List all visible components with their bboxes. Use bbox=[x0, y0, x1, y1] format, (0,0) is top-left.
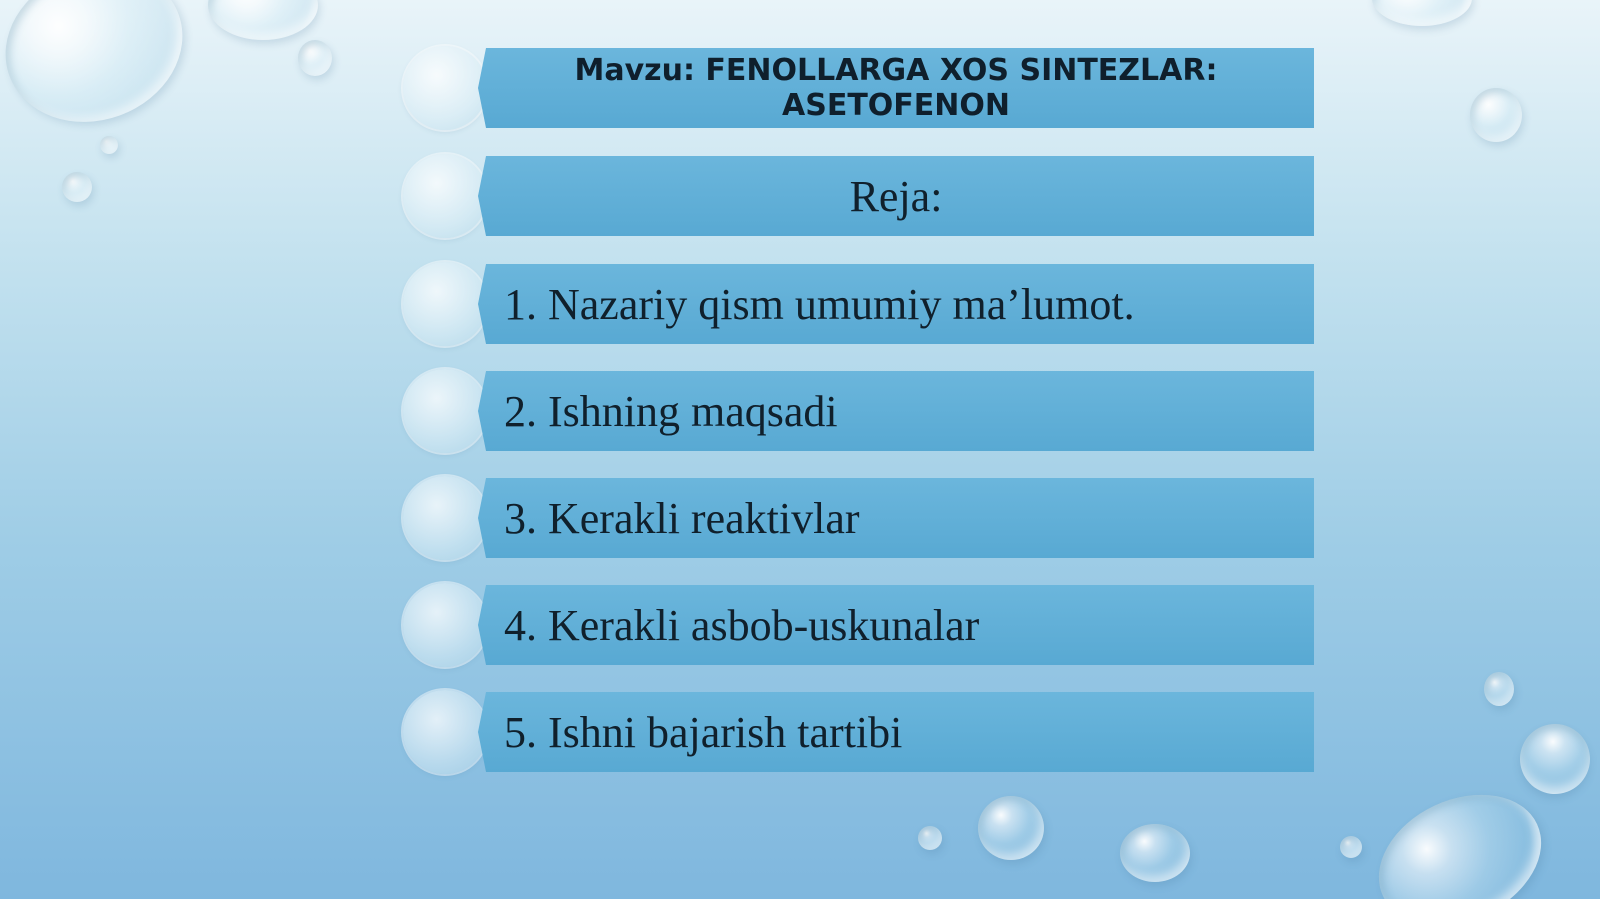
water-droplet-icon bbox=[100, 136, 118, 154]
water-droplet-icon bbox=[978, 796, 1044, 860]
bullet-circle-icon bbox=[403, 476, 487, 560]
bullet-circle-icon bbox=[403, 46, 487, 130]
plan-item-row bbox=[403, 262, 1313, 346]
slide-title: Mavzu: FENOLLARGA XOS SINTEZLAR: ASETOFENON bbox=[574, 53, 1218, 123]
heading-row bbox=[403, 154, 1313, 238]
plan-heading: Reja: bbox=[849, 171, 943, 221]
water-droplet-icon bbox=[1120, 824, 1190, 882]
plan-item-text: 4. Kerakli asbob-uskunalar bbox=[504, 600, 980, 650]
water-droplet-icon bbox=[1340, 836, 1362, 858]
water-droplet-icon bbox=[1484, 672, 1514, 706]
bullet-circle-icon bbox=[403, 690, 487, 774]
bullet-circle-icon bbox=[403, 262, 487, 346]
bullet-circle-icon bbox=[403, 369, 487, 453]
plan-item-text: 1. Nazariy qism umumiy ma’lumot. bbox=[504, 279, 1135, 329]
title-row bbox=[403, 46, 1313, 130]
bullet-circle-icon bbox=[403, 154, 487, 238]
water-droplet-icon bbox=[1372, 0, 1472, 26]
water-droplet-icon bbox=[0, 0, 204, 146]
water-droplet-icon bbox=[208, 0, 318, 40]
plan-item-row bbox=[403, 476, 1313, 560]
plan-item-text: 2. Ishning maqsadi bbox=[504, 386, 838, 436]
water-droplet-icon bbox=[1470, 88, 1522, 142]
plan-item-row bbox=[403, 369, 1313, 453]
water-droplet-icon bbox=[1358, 770, 1563, 899]
bullet-circle-icon bbox=[403, 583, 487, 667]
water-droplet-icon bbox=[62, 172, 92, 202]
plan-item-text: 3. Kerakli reaktivlar bbox=[504, 493, 860, 543]
plan-item-row bbox=[403, 690, 1313, 774]
plan-item-row bbox=[403, 583, 1313, 667]
plan-item-text: 5. Ishni bajarish tartibi bbox=[504, 707, 903, 757]
water-droplet-icon bbox=[918, 826, 942, 850]
water-droplet-icon bbox=[1507, 711, 1600, 807]
water-droplet-icon bbox=[298, 40, 332, 76]
